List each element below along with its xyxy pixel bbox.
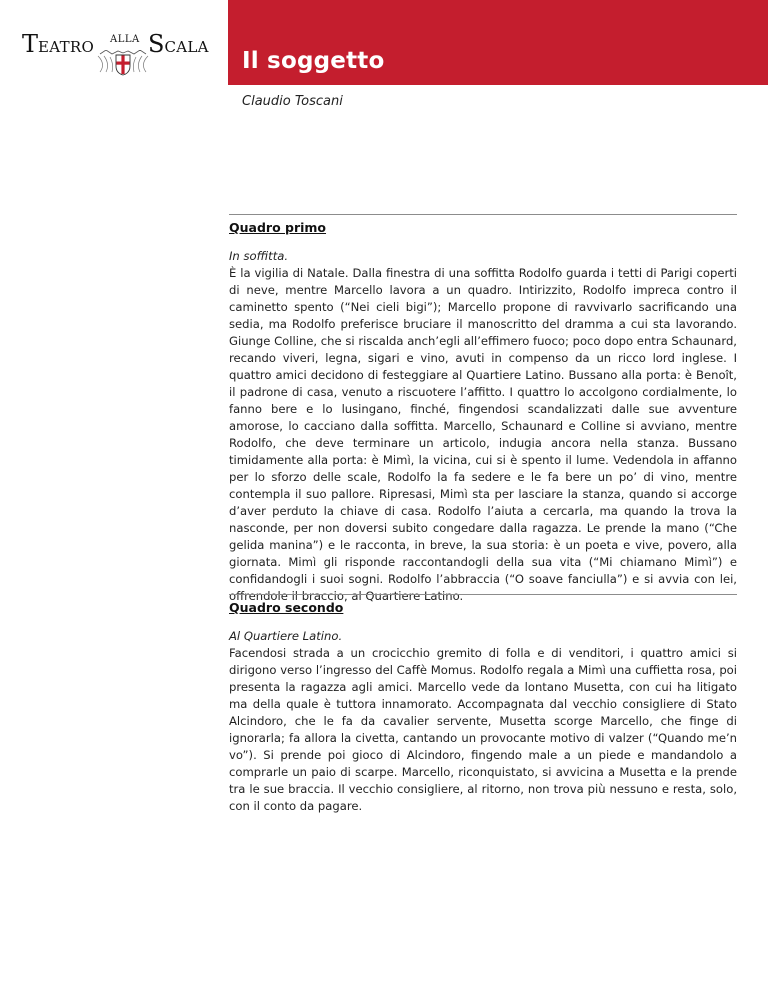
author-name: Claudio Toscani (242, 94, 343, 109)
header-band (228, 0, 768, 85)
section-setting: Al Quartiere Latino. (229, 629, 343, 643)
section-body: Facendosi strada a un crocicchio gremito di folla e di venditori, i quattro amici si dirigono verso l’ingresso del Caffè Momus. Rodolfo regala a Mimì una cuffietta rosa, poi presenta la ragazza agli amici. Marcello vede da lontano Musetta, con cui ha litigato ma della quale è tuttora innamorato. Accompagnata dal vecchio consigliere di Stato Alcindoro, che le fa da cavalier servente, Musetta scorge Marcello, che finge di ignorarla; fa allora la civetta, cantando un provocante motivo di valzer (“Quando me’n vo”). Si prende poi gioco di Alcindoro, fingendo male a un piede e mandandolo a comprarle un paio di scarpe. Marcello, riconquistato, si avvicina a Musetta e la prende tra le sue braccia. Il vecchio consigliere, al ritorno, non trova più nessuno e resta, solo, con il conto da pagare. (229, 646, 737, 813)
teatro-alla-scala-logo (22, 32, 222, 82)
section-setting: In soffitta. (229, 249, 289, 263)
logo-word-scala: SCALA (148, 30, 209, 58)
section-quadro-secondo (229, 594, 737, 815)
section-quadro-primo (229, 214, 737, 605)
logo-word-alla: ALLA (110, 34, 140, 45)
section-body: È la vigilia di Natale. Dalla finestra di una soffitta Rodolfo guarda i tetti di Parigi coperti di neve, mentre Marcello lavora a un quadro. Intirizzito, Rodolfo impreca contro il caminetto spento (“Nei cieli bigi”); Marcello propone di ravvivarlo sacrificando una sedia, ma Rodolfo preferisce bruciare il manoscritto del dramma a cui sta lavorando. Giunge Colline, che si riscalda anch’egli all’effimero fuoco; poco dopo entra Schaunard, recando viveri, legna, sigari e vino, avuti in compenso da un ricco lord inglese. I quattro amici decidono di festeggiare al Quartiere Latino. Bussano alla porta: è Benoît, il padrone di casa, venuto a riscuotere l’affitto. I quattro lo accolgono cordialmente, lo fanno bere e lo lusingano, finché, fingendosi scandalizzati dalle sue avventure amorose, lo cacciano dalla soffitta. Marcello, Schaunard e Colline si avviano, mentre Rodolfo, che deve terminare un articolo, indugia ancora nella stanza. Bussano timidamente alla porta: è Mimì, la vicina, cui si è spento il lume. Vedendola in affanno per lo sforzo delle scale, Rodolfo la fa sedere e le fa bere un po’ di vino, mentre contempla il suo pallore. Ripresasi, Mimì sta per lasciare la stanza, quando si accorge d’aver perduto la chiave di casa. Rodolfo l’aiuta a cercarla, ma quando la trova la nasconde, per non doversi subito congedare dalla ragazza. Le prende la mano (“Che gelida manina”) e le racconta, in breve, la sua storia: è un poeta e vive, povero, alla giornata. Mimì gli risponde raccontandogli della sua vita (“Mi chiamano Mimì”) e confidandogli i suoi sogni. Rodolfo l’abbraccia (“O soave fanciulla”) e si avvia con lei, offrendole il braccio, al Quartiere Latino. (229, 266, 737, 603)
logo-word-teatro: TEATRO (22, 30, 95, 58)
section-divider (229, 594, 737, 595)
section-heading: Quadro primo (229, 220, 327, 235)
milan-crest-emblem-icon (96, 50, 150, 76)
section-heading: Quadro secondo (229, 600, 344, 615)
page-title: Il soggetto (242, 48, 385, 74)
section-divider (229, 214, 737, 215)
